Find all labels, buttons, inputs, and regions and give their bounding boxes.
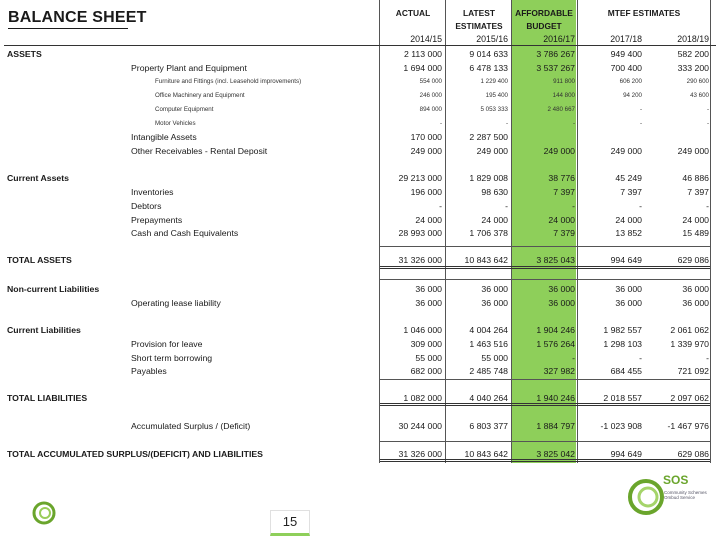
table-row [0, 130, 720, 144]
row-section: Non-current Liabilities [7, 284, 100, 294]
row-label: Accumulated Surplus / (Deficit) [131, 421, 251, 431]
cell-value: 1 576 264 [536, 339, 575, 349]
cell-value: 10 843 642 [464, 449, 508, 459]
table-row [0, 296, 720, 310]
table-row [0, 213, 720, 227]
cell-value: 309 000 [410, 339, 442, 349]
header-rule [4, 45, 716, 46]
cell-value: 195 400 [485, 92, 508, 99]
cell-value: 7 397 [687, 187, 709, 197]
table-row [0, 61, 720, 75]
cell-value: - [706, 120, 709, 127]
cell-value: 290 600 [686, 78, 709, 85]
cell-value: 55 000 [481, 353, 508, 363]
cell-value: 249 000 [543, 146, 575, 156]
table-row [0, 75, 720, 89]
table-row [0, 89, 720, 103]
cell-value: 1 940 246 [536, 393, 575, 403]
cell-value: 6 478 133 [469, 63, 508, 73]
cell-value: 4 040 264 [469, 393, 508, 403]
header-latest: LATEST [463, 8, 495, 18]
cell-value: - [639, 106, 642, 113]
table-row [0, 351, 720, 365]
row-label: Intangible Assets [131, 132, 197, 142]
cell-value: 24 000 [615, 215, 642, 225]
cell-value: - [639, 201, 642, 211]
cell-value: 1 229 400 [480, 78, 508, 85]
cell-value: 2 097 062 [670, 393, 709, 403]
cell-value: 1 694 000 [403, 63, 442, 73]
cell-value: 629 086 [677, 449, 709, 459]
cell-value: 2 287 500 [469, 132, 508, 142]
row-label: Inventories [131, 187, 174, 197]
cell-value: 1 829 008 [469, 173, 508, 183]
row-label: Property Plant and Equipment [131, 63, 247, 73]
row-label: Payables [131, 366, 167, 376]
year-header: 2017/18 [610, 34, 642, 44]
subtotal-rule [380, 279, 710, 280]
table-row [0, 253, 720, 267]
table-row [0, 103, 720, 117]
cell-value: 31 326 000 [398, 449, 442, 459]
cell-value: 13 852 [615, 228, 642, 238]
table-row [0, 323, 720, 337]
header-affordable: AFFORDABLE [515, 8, 573, 18]
cell-value: 1 884 797 [536, 421, 575, 431]
page-number: 15 [270, 510, 310, 536]
table-row [0, 226, 720, 240]
cell-value: 10 843 642 [464, 255, 508, 265]
cell-value: 31 326 000 [398, 255, 442, 265]
cell-value: 7 397 [620, 187, 642, 197]
cell-value: 24 000 [415, 215, 442, 225]
cell-value: - [572, 201, 575, 211]
swirl-logo-icon [32, 501, 56, 525]
cell-value: 554 000 [419, 78, 442, 85]
cell-value: 2 061 062 [670, 325, 709, 335]
table-row [0, 282, 720, 296]
cell-value: 949 400 [610, 49, 642, 59]
row-section: TOTAL ACCUMULATED SURPLUS/(DEFICIT) AND LIABILITIES [7, 449, 263, 459]
cell-value: 36 000 [682, 298, 709, 308]
total-rule [380, 459, 710, 462]
logo-subtitle: Community Schemes Ombud Service [664, 490, 707, 500]
row-label: Provision for leave [131, 339, 203, 349]
row-section: ASSETS [7, 49, 42, 59]
row-section: Current Liabilities [7, 325, 81, 335]
cell-value: 55 000 [415, 353, 442, 363]
cell-value: - [639, 120, 642, 127]
cell-value: 98 630 [481, 187, 508, 197]
cell-value: 36 000 [481, 284, 508, 294]
row-label: Prepayments [131, 215, 183, 225]
cell-value: 682 000 [410, 366, 442, 376]
cell-value: 29 213 000 [398, 173, 442, 183]
header-mtef: MTEF ESTIMATES [607, 8, 681, 18]
cell-value: 1 298 103 [603, 339, 642, 349]
cell-value: - [439, 201, 442, 211]
title-underline [8, 28, 128, 29]
cell-value: 911 800 [553, 78, 575, 85]
table-row [0, 171, 720, 185]
subtotal-rule [380, 379, 710, 380]
cell-value: 43 600 [690, 92, 709, 99]
cell-value: 4 004 264 [469, 325, 508, 335]
header-actual: ACTUAL [395, 8, 431, 18]
cell-value: 36 000 [481, 298, 508, 308]
cell-value: 3 825 042 [536, 449, 575, 459]
cell-value: 9 014 633 [469, 49, 508, 59]
logo-text: SOS [663, 473, 689, 487]
cell-value: 36 000 [548, 298, 575, 308]
cell-value: 144 800 [552, 92, 575, 99]
cell-value: 3 786 267 [536, 49, 575, 59]
cell-value: 3 537 267 [536, 63, 575, 73]
cell-value: 30 244 000 [398, 421, 442, 431]
cell-value: 1 463 516 [469, 339, 508, 349]
cell-value: 7 379 [553, 228, 575, 238]
cell-value: - [572, 353, 575, 363]
subtotal-rule [380, 246, 710, 247]
cell-value: 2 018 557 [603, 393, 642, 403]
year-header: 2014/15 [410, 34, 442, 44]
cell-value: 2 113 000 [403, 49, 442, 59]
cell-value: 1 706 378 [469, 228, 508, 238]
header-budget: BUDGET [526, 21, 562, 31]
cell-value: - [706, 201, 709, 211]
cell-value: 246 000 [419, 92, 442, 99]
cell-value: 196 000 [410, 187, 442, 197]
cell-value: 606 200 [619, 78, 642, 85]
cell-value: 36 000 [415, 284, 442, 294]
cell-value: 3 825 043 [536, 255, 575, 265]
cell-value: 45 249 [615, 173, 642, 183]
cell-value: 327 982 [543, 366, 575, 376]
cell-value: 994 649 [610, 449, 642, 459]
row-section: TOTAL ASSETS [7, 255, 72, 265]
cell-value: 36 000 [682, 284, 709, 294]
cell-value: 24 000 [481, 215, 508, 225]
cell-value: 15 489 [682, 228, 709, 238]
row-section: Current Assets [7, 173, 69, 183]
table-row [0, 185, 720, 199]
cell-value: -1 467 976 [667, 421, 709, 431]
row-section: TOTAL LIABILITIES [7, 393, 88, 403]
cell-value: 333 200 [677, 63, 709, 73]
row-sublabel: Computer Equipment [155, 106, 214, 113]
cell-value: 170 000 [410, 132, 442, 142]
cell-value: 36 000 [548, 284, 575, 294]
year-header: 2018/19 [677, 34, 709, 44]
row-label: Cash and Cash Equivalents [131, 228, 239, 238]
cell-value: - [706, 106, 709, 113]
cell-value: 249 000 [476, 146, 508, 156]
cell-value: 36 000 [415, 298, 442, 308]
year-header: 2016/17 [543, 34, 575, 44]
cell-value: 1 904 246 [536, 325, 575, 335]
year-header: 2015/16 [476, 34, 508, 44]
cell-value: 700 400 [610, 63, 642, 73]
cell-value: 1 082 000 [403, 393, 442, 403]
total-rule [380, 403, 710, 406]
cell-value: 24 000 [548, 215, 575, 225]
cell-value: 94 200 [623, 92, 642, 99]
cell-value: 38 776 [548, 173, 575, 183]
cell-value: 5 053 333 [480, 106, 508, 113]
table-row [0, 117, 720, 131]
cell-value: 24 000 [682, 215, 709, 225]
table-row [0, 364, 720, 378]
cell-value: - [639, 353, 642, 363]
cell-value: 582 200 [677, 49, 709, 59]
row-sublabel: Motor Vehicles [155, 120, 196, 127]
cell-value: - [706, 353, 709, 363]
page-title: BALANCE SHEET [8, 9, 147, 26]
row-label: Operating lease liability [131, 298, 221, 308]
cell-value: 894 000 [419, 106, 442, 113]
row-label: Other Receivables - Rental Deposit [131, 146, 268, 156]
cell-value: 36 000 [615, 298, 642, 308]
table-row [0, 144, 720, 158]
cell-value: 2 480 667 [547, 106, 575, 113]
cell-value: 249 000 [410, 146, 442, 156]
cell-value: 249 000 [610, 146, 642, 156]
cell-value: 46 886 [682, 173, 709, 183]
total-rule [380, 266, 710, 269]
subtotal-rule [380, 441, 710, 442]
table-row [0, 337, 720, 351]
cell-value: 28 993 000 [398, 228, 442, 238]
table-row [0, 419, 720, 433]
table-row [0, 199, 720, 213]
cell-value: 1 339 970 [670, 339, 709, 349]
cell-value: 1 982 557 [603, 325, 642, 335]
cell-value: - [439, 120, 442, 127]
cell-value: 684 455 [610, 366, 642, 376]
table-row [0, 47, 720, 61]
row-sublabel: Office Machinery and Equipment [155, 92, 245, 99]
cell-value: 721 092 [677, 366, 709, 376]
cell-value: 36 000 [615, 284, 642, 294]
header-estimates: ESTIMATES [455, 21, 503, 31]
cell-value: 629 086 [677, 255, 709, 265]
cell-value: 6 803 377 [469, 421, 508, 431]
cell-value: 249 000 [677, 146, 709, 156]
cell-value: -1 023 908 [600, 421, 642, 431]
row-label: Debtors [131, 201, 162, 211]
row-label: Short term borrowing [131, 353, 213, 363]
cell-value: - [505, 201, 508, 211]
cell-value: 1 046 000 [403, 325, 442, 335]
cell-value: 2 485 748 [469, 366, 508, 376]
row-sublabel: Furniture and Fittings (incl. Leasehold improvements) [155, 78, 302, 85]
cell-value: 7 397 [553, 187, 575, 197]
cell-value: - [572, 120, 575, 127]
cell-value: - [505, 120, 508, 127]
cell-value: 994 649 [610, 255, 642, 265]
